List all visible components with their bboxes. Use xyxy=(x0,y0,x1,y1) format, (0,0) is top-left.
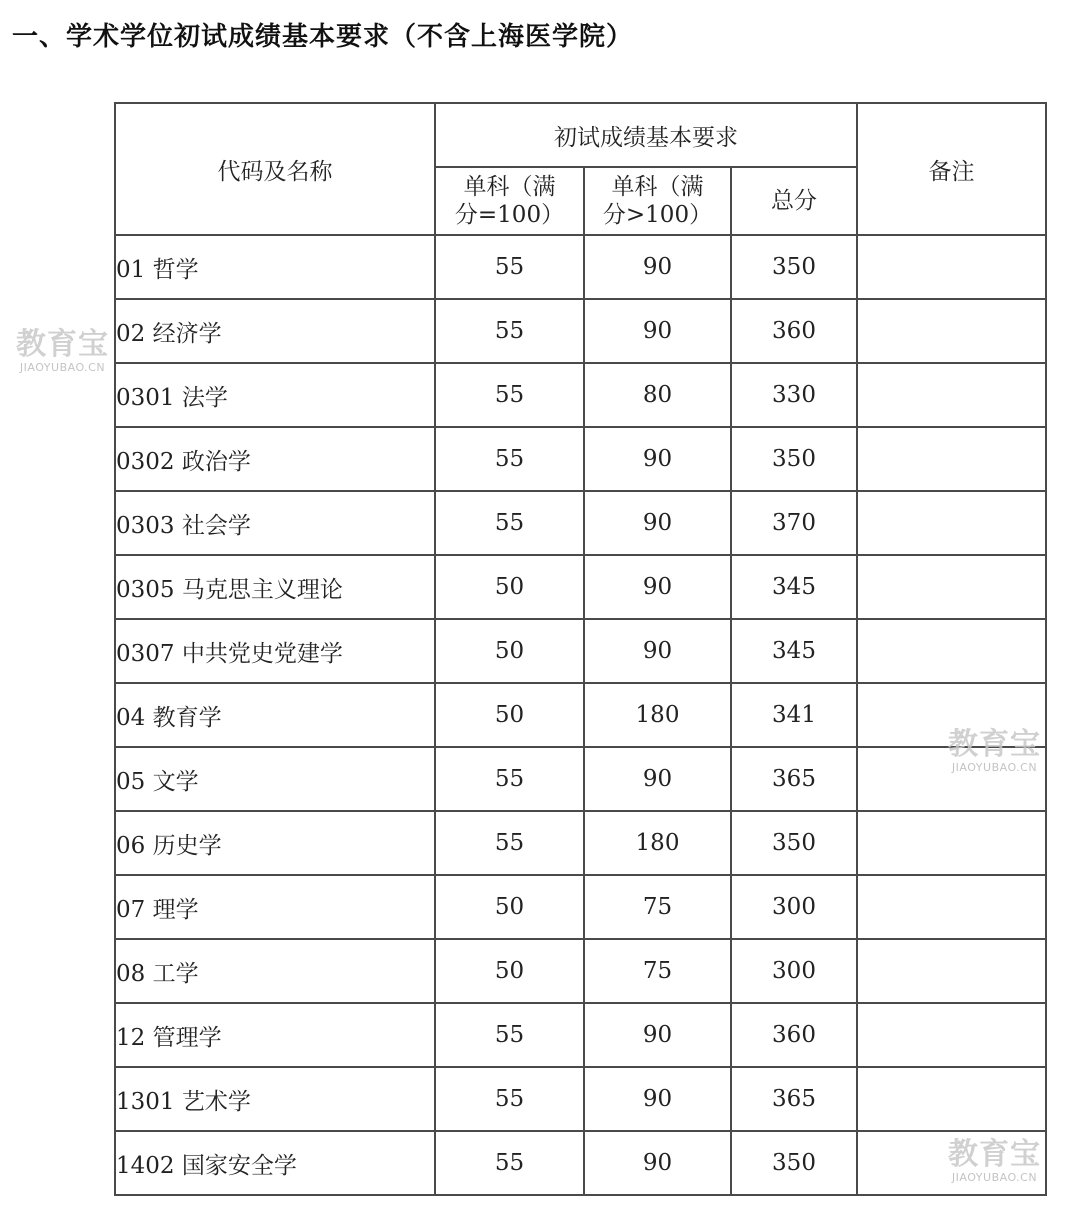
table-row xyxy=(115,875,1046,939)
notes-cell xyxy=(857,1067,1046,1131)
column-header-single-gt100 xyxy=(584,167,731,235)
notes-cell xyxy=(857,747,1046,811)
discipline-name-cell: 05 文学 xyxy=(115,747,435,811)
watermark-text-en: JIAOYUBAO.CN xyxy=(951,761,1038,774)
single-gt100-score-cell: 90 xyxy=(584,491,731,555)
single-100-score-cell: 55 xyxy=(435,235,584,299)
single-100-score-cell: 50 xyxy=(435,555,584,619)
discipline-name-cell: 01 哲学 xyxy=(115,235,435,299)
single-gt100-score-cell: 75 xyxy=(584,939,731,1003)
discipline-name-cell: 1301 艺术学 xyxy=(115,1067,435,1131)
section-heading: 一、学术学位初试成绩基本要求（不含上海医学院） xyxy=(12,22,634,52)
total-score-cell: 345 xyxy=(731,619,857,683)
table-row xyxy=(115,555,1046,619)
single-100-score-cell: 55 xyxy=(435,1067,584,1131)
notes-cell xyxy=(857,939,1046,1003)
total-score-cell: 365 xyxy=(731,1067,857,1131)
discipline-name-cell: 02 经济学 xyxy=(115,299,435,363)
column-header-single-100 xyxy=(435,167,584,235)
single-gt100-score-cell: 90 xyxy=(584,619,731,683)
table-row xyxy=(115,1067,1046,1131)
column-header-single-100-line2: 分=100） xyxy=(454,202,565,228)
single-gt100-score-cell: 90 xyxy=(584,747,731,811)
table-row xyxy=(115,235,1046,299)
single-100-score-cell: 55 xyxy=(435,811,584,875)
notes-cell xyxy=(857,235,1046,299)
total-score-cell: 360 xyxy=(731,299,857,363)
single-100-score-cell: 55 xyxy=(435,491,584,555)
single-gt100-score-cell: 75 xyxy=(584,875,731,939)
single-gt100-score-cell: 80 xyxy=(584,363,731,427)
column-header-single-gt100-line1: 单科（满 xyxy=(611,174,704,200)
discipline-name-cell: 06 历史学 xyxy=(115,811,435,875)
single-100-score-cell: 50 xyxy=(435,683,584,747)
notes-cell xyxy=(857,683,1046,747)
notes-cell xyxy=(857,1131,1046,1195)
notes-cell xyxy=(857,299,1046,363)
discipline-name-cell: 08 工学 xyxy=(115,939,435,1003)
discipline-name-cell: 0307 中共党史党建学 xyxy=(115,619,435,683)
column-group-header-score-requirements: 初试成绩基本要求 xyxy=(435,103,857,167)
discipline-name-cell: 07 理学 xyxy=(115,875,435,939)
watermark-logo xyxy=(16,327,109,374)
total-score-cell: 370 xyxy=(731,491,857,555)
total-score-cell: 330 xyxy=(731,363,857,427)
notes-cell xyxy=(857,875,1046,939)
total-score-cell: 300 xyxy=(731,875,857,939)
column-header-notes: 备注 xyxy=(857,103,1046,235)
single-100-score-cell: 55 xyxy=(435,299,584,363)
total-score-cell: 350 xyxy=(731,235,857,299)
total-score-cell: 350 xyxy=(731,1131,857,1195)
table-row xyxy=(115,811,1046,875)
watermark-text-en: JIAOYUBAO.CN xyxy=(19,361,106,374)
total-score-cell: 345 xyxy=(731,555,857,619)
discipline-name-cell: 1402 国家安全学 xyxy=(115,1131,435,1195)
single-100-score-cell: 55 xyxy=(435,427,584,491)
notes-cell xyxy=(857,1003,1046,1067)
notes-cell xyxy=(857,555,1046,619)
column-header-single-gt100-line2: 分>100） xyxy=(602,202,713,228)
single-gt100-score-cell: 90 xyxy=(584,1003,731,1067)
notes-cell xyxy=(857,619,1046,683)
watermark-text-cn: 教育宝 xyxy=(948,1137,1041,1172)
watermark-text-cn: 教育宝 xyxy=(16,327,109,362)
single-gt100-score-cell: 90 xyxy=(584,1067,731,1131)
total-score-cell: 341 xyxy=(731,683,857,747)
discipline-name-cell: 0301 法学 xyxy=(115,363,435,427)
total-score-cell: 365 xyxy=(731,747,857,811)
single-100-score-cell: 55 xyxy=(435,1003,584,1067)
column-header-code-name: 代码及名称 xyxy=(115,103,435,235)
notes-cell xyxy=(857,491,1046,555)
table-row xyxy=(115,1003,1046,1067)
discipline-name-cell: 0303 社会学 xyxy=(115,491,435,555)
single-gt100-score-cell: 180 xyxy=(584,811,731,875)
table-row xyxy=(115,1131,1046,1195)
score-requirements-table xyxy=(114,102,1047,1196)
column-header-total: 总分 xyxy=(731,167,857,235)
notes-cell xyxy=(857,363,1046,427)
single-gt100-score-cell: 90 xyxy=(584,555,731,619)
watermark-text-en: JIAOYUBAO.CN xyxy=(951,1171,1038,1184)
total-score-cell: 360 xyxy=(731,1003,857,1067)
notes-cell xyxy=(857,427,1046,491)
single-gt100-score-cell: 90 xyxy=(584,427,731,491)
single-100-score-cell: 55 xyxy=(435,1131,584,1195)
table-row xyxy=(115,619,1046,683)
single-100-score-cell: 50 xyxy=(435,939,584,1003)
single-100-score-cell: 55 xyxy=(435,363,584,427)
single-100-score-cell: 50 xyxy=(435,619,584,683)
table-row xyxy=(115,747,1046,811)
column-header-single-100-line1: 单科（满 xyxy=(463,174,556,200)
watermark-text-cn: 教育宝 xyxy=(948,727,1041,762)
table-row xyxy=(115,939,1046,1003)
discipline-name-cell: 12 管理学 xyxy=(115,1003,435,1067)
single-gt100-score-cell: 90 xyxy=(584,1131,731,1195)
single-gt100-score-cell: 90 xyxy=(584,299,731,363)
single-100-score-cell: 55 xyxy=(435,747,584,811)
notes-cell xyxy=(857,811,1046,875)
total-score-cell: 350 xyxy=(731,811,857,875)
table-row xyxy=(115,363,1046,427)
discipline-name-cell: 0305 马克思主义理论 xyxy=(115,555,435,619)
discipline-name-cell: 0302 政治学 xyxy=(115,427,435,491)
single-gt100-score-cell: 180 xyxy=(584,683,731,747)
total-score-cell: 350 xyxy=(731,427,857,491)
table-row xyxy=(115,683,1046,747)
table-row xyxy=(115,427,1046,491)
single-gt100-score-cell: 90 xyxy=(584,235,731,299)
total-score-cell: 300 xyxy=(731,939,857,1003)
single-100-score-cell: 50 xyxy=(435,875,584,939)
table-row xyxy=(115,299,1046,363)
discipline-name-cell: 04 教育学 xyxy=(115,683,435,747)
table-row xyxy=(115,491,1046,555)
